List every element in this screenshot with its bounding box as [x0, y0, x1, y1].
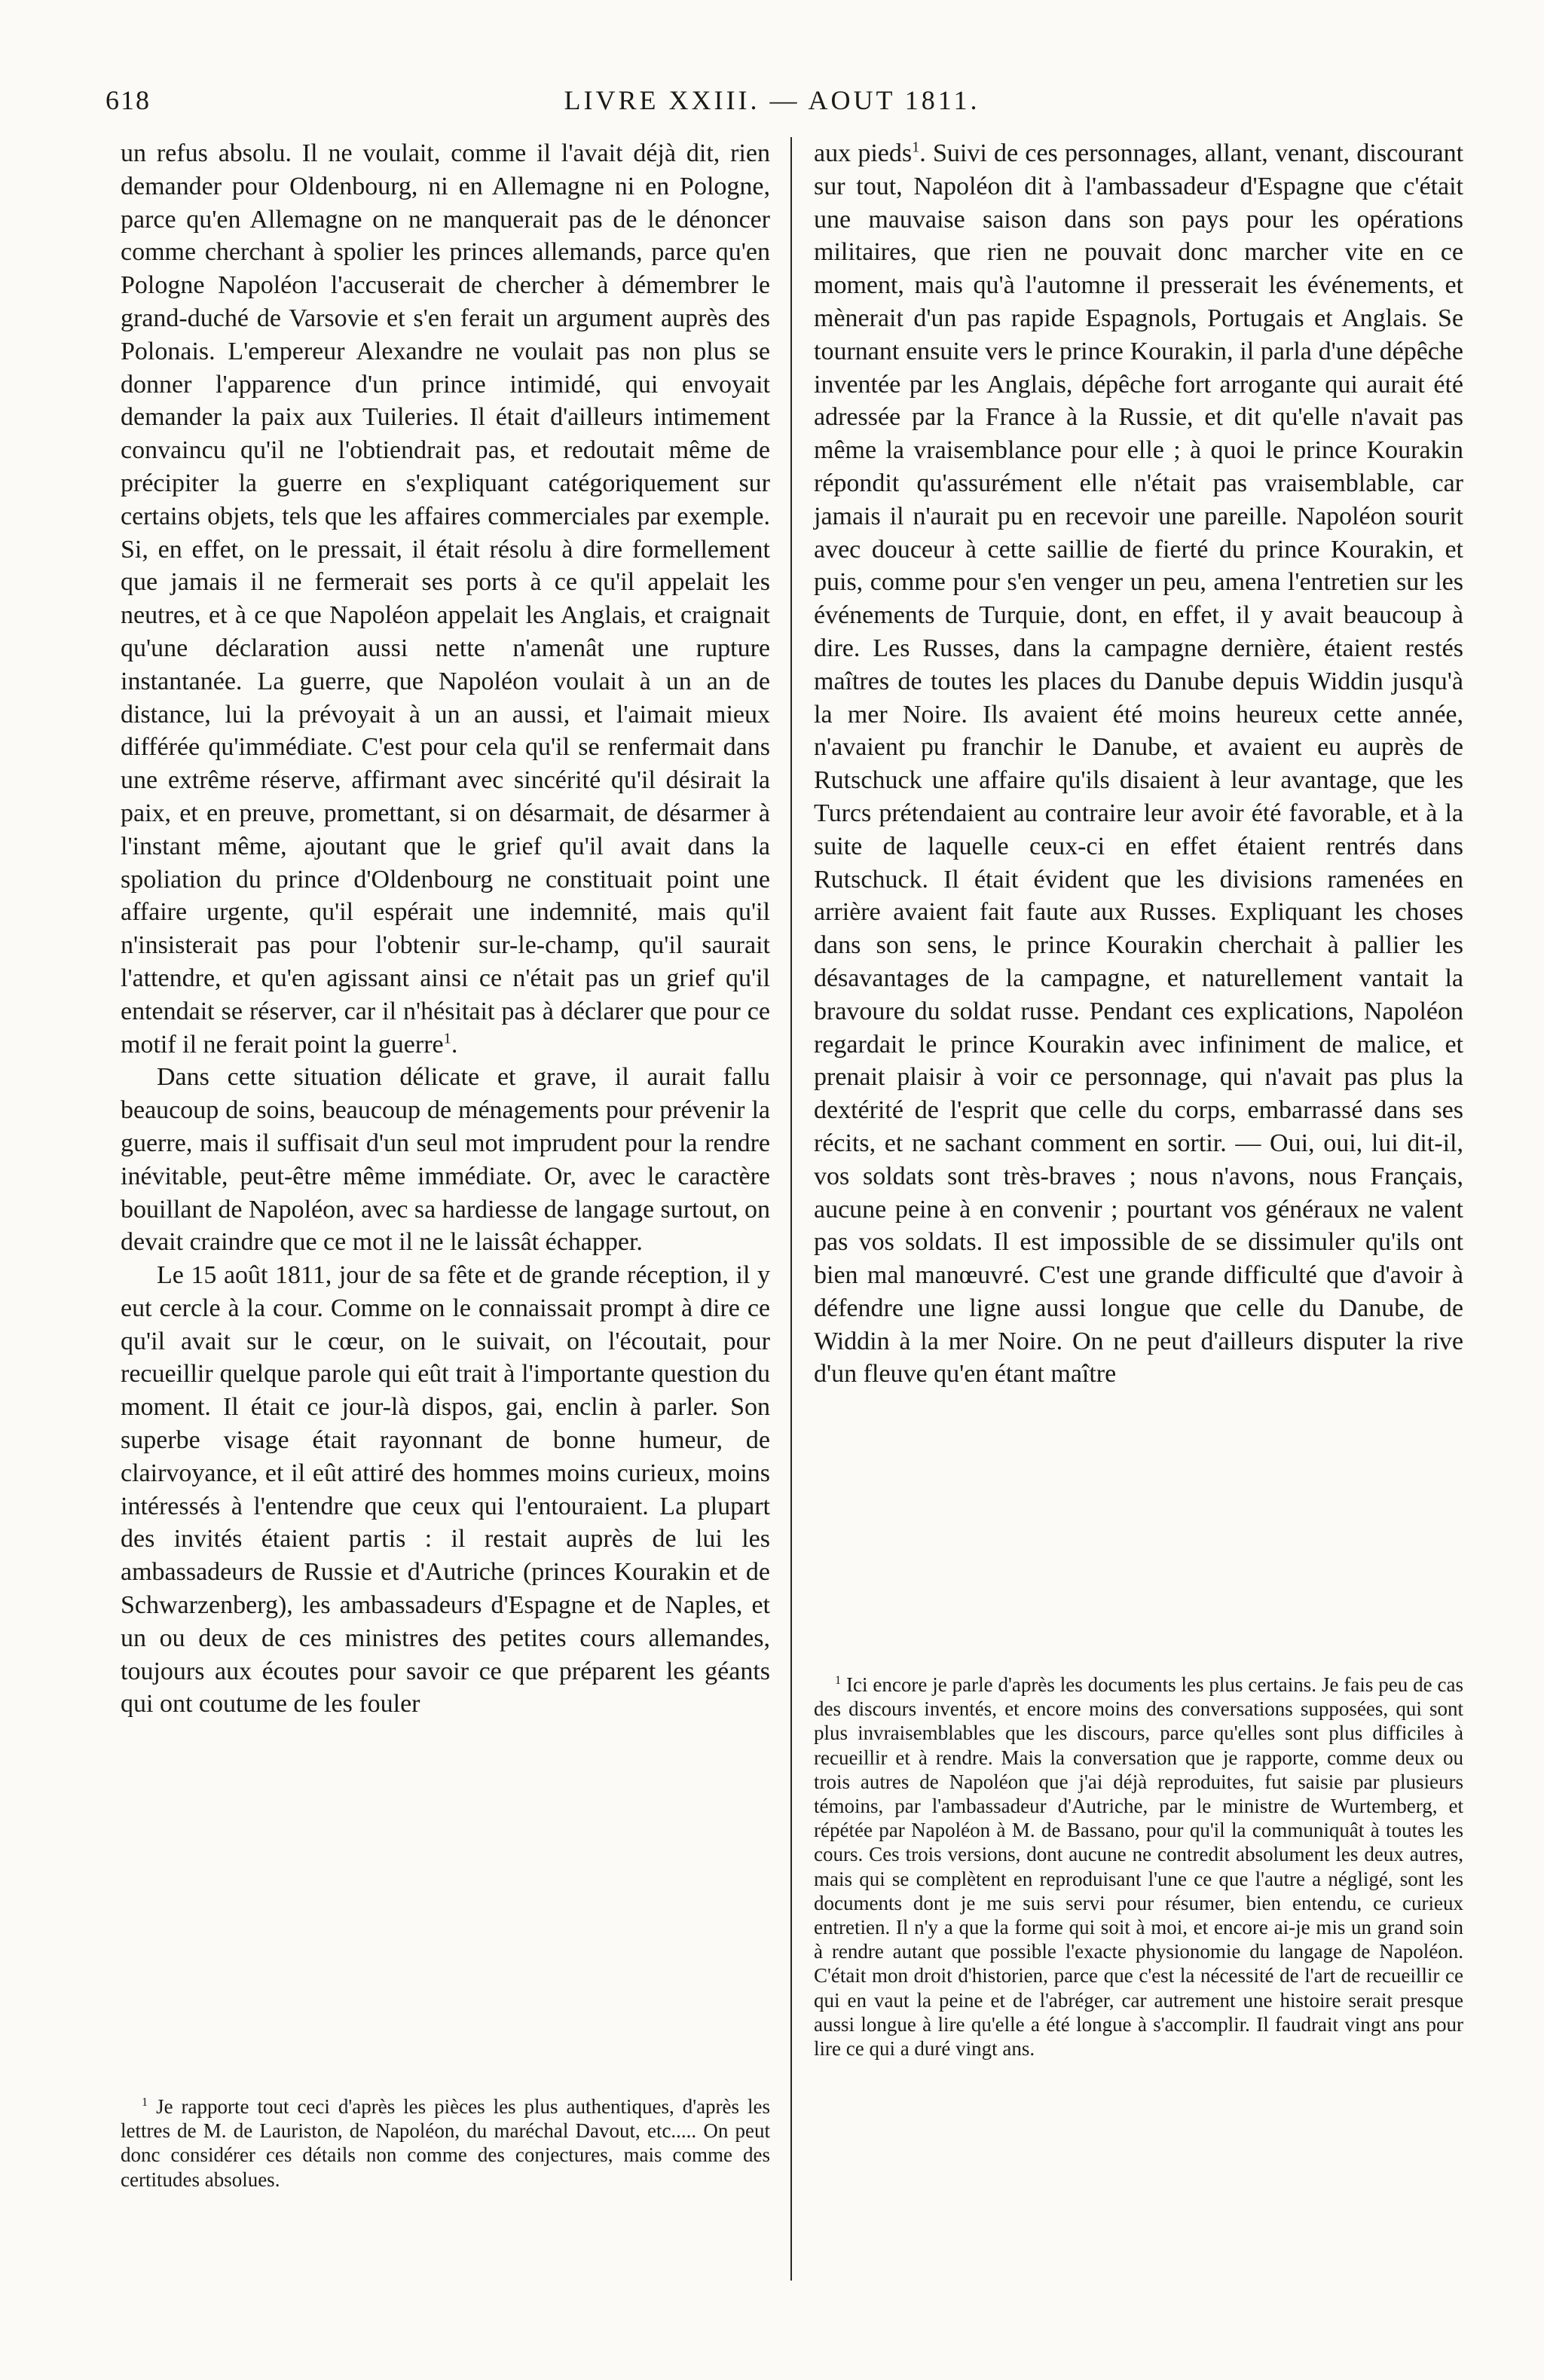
paragraph: Le 15 août 1811, jour de sa fête et de grande réception, il y eut cercle à la cour. Comme on le connaissait prompt à dire ce qu'il avait sur le cœur, on le suivait, on l'écoutait, pour recueillir quelque parole qui eût trait à l'importante question du moment. Il était ce jour-là dispos, gai, enclin à parler. Son superbe visage était rayonnant de bonne humeur, de clairvoyance, et il eût attiré des hommes moins curieux, moins intéressés à l'entendre que ceux qui l'entouraient. La plupart des invités étaient partis : il restait auprès de lui les ambassadeurs de Russie et d'Autriche (princes Kourakin et de Schwarzenberg), les ambassadeurs d'Espagne et de Naples, et un ou deux de ces ministres des petites cours allemandes, toujours aux écoutes pour savoir ce que préparent les géants qui ont coutume de les fouler: [121, 1261, 770, 1719]
footnote-number: 1: [835, 1673, 842, 1687]
paragraph-text: un refus absolu. Il ne voulait, comme il l'avait déjà dit, rien demander pour Oldenbourg, ni en Allemagne ni en Pologne, parce qu'en Allemagne on ne manquerait pas de le dénoncer comme cherchant à spolier les princes allemands, parce qu'en Pologne Napoléon l'accuserait de chercher à démembrer le grand-duché de Varsovie et s'en ferait un argument auprès des Polonais. L'empereur Alexandre ne voulait pas non plus se donner l'apparence d'un prince intimidé, qui envoyait demander la paix aux Tuileries. Il était d'ailleurs intimement convaincu qu'il ne l'obtiendrait pas, et redoutait même de précipiter la guerre en s'expliquant catégoriquement sur certains objets, tels que les affaires commerciales par exemple. Si, en effet, on le pressait, il était résolu à dire formellement que jamais il ne fermerait ses ports à ce qu'il appelait les neutres, et à ce que Napoléon appelait les Anglais, et craignait qu'une déclaration aussi nette n'amenât une rupture instantanée. La guerre, que Napoléon voulait à un an de distance, lui la prévoyait à un an aussi, et l'aimait mieux différée qu'immédiate. C'est pour cela qu'il se renfermait dans une extrême réserve, affirmant avec sincérité qu'il désirait la paix, et en preuve, promettant, si on désarmait, de désarmer à l'instant même, ajoutant que le grief qu'il avait dans la spoliation du prince d'Oldenbourg ne constituait point une affaire urgente, qu'il espérait une indemnité, mais qu'il n'insisterait pas pour l'obtenir sur-le-champ, qu'il saurait l'attendre, et qu'en agissant ainsi ce n'était pas un grief qu'il entendait se réserver, car il n'hésitait pas à déclarer que pour ce motif il ne ferait point la guerre: [121, 139, 770, 1059]
page-number: 618: [105, 85, 151, 115]
footnote-reference: 1: [443, 1030, 451, 1047]
footnote-reference: 1: [912, 139, 920, 156]
footnote: [814, 1673, 1463, 2061]
footnote: [121, 2094, 770, 2192]
footnote-text: Ici encore je parle d'après les documents les plus certains. Je fais peu de cas des discours inventés, et encore moins des conversations supposées, qui sont plus invraisemblables que les discours, parce qu'elles sont plus difficiles à recueillir et à rendre. Mais la conversation que je rapporte, comme deux ou trois autres de Napoléon que j'ai déjà reproduites, fut saisie par plusieurs témoins, par l'ambassadeur d'Autriche, par le ministre de Wurtemberg, et répétée par Napoléon à M. de Bassano, pour qu'il la communiquât à toutes les cours. Ces trois versions, dont aucune ne contredit absolument les deux autres, mais qui se complètent en reproduisant l'une ce que l'autre a négligé, sont les documents dont je me suis servi pour résumer, bien entendu, ce curieux entretien. Il n'y a que la forme qui soit à moi, et encore ai-je mis un grand soin à rendre autant que possible l'exacte physionomie du langage de Napoléon. C'était mon droit d'historien, parce que c'est la nécessité de l'art de recueillir ce qui en vaut la peine et de l'abréger, car autrement une histoire serait presque aussi longue à lire qu'elle a été longue à s'accomplir. Il faudrait vingt ans pour lire ce qui a duré vingt ans.: [814, 1673, 1464, 2061]
footnote-number: 1: [142, 2095, 148, 2109]
footnote-text: Je rapporte tout ceci d'après les pièces les plus authentiques, d'après les lettres de M. de Lauriston, de Napoléon, du maréchal Davout, etc..... On peut donc considérer ces détails non comme des conjectures, mais comme des certitudes absolues.: [121, 2095, 770, 2191]
left-column: [121, 137, 770, 1721]
column-rule: [790, 137, 792, 2281]
paragraph-end: .: [451, 1030, 458, 1059]
paragraph-start: aux pieds: [814, 139, 913, 167]
running-head: [105, 84, 1439, 130]
paragraph-text: . Suivi de ces personnages, allant, venant, discourant sur tout, Napoléon dit à l'ambassadeur d'Espagne que c'était une mauvaise saison dans son pays pour les opérations militaires, que rien ne pouvait donc marcher vite en ce moment, mais qu'à l'automne il presserait les événements, et mènerait d'un pas rapide Espagnols, Portugais et Anglais. Se tournant ensuite vers le prince Kourakin, il parla d'une dépêche inventée par les Anglais, dépêche fort arrogante qui aurait été adressée par la France à la Russie, et dit qu'elle n'avait pas même la vraisemblance pour elle ; à quoi le prince Kourakin répondit qu'assurément elle n'était pas vraisemblable, car jamais il n'aurait pu en recevoir une pareille. Napoléon sourit avec douceur à cette saillie de fierté du prince Kourakin, et puis, comme pour s'en venger un peu, amena l'entretien sur les événements de Turquie, dont, en effet, il y avait beaucoup à dire. Les Russes, dans la campagne dernière, étaient restés maîtres de toutes les places du Danube depuis Widdin jusqu'à la mer Noire. Ils avaient été moins heureux cette année, n'avaient pu franchir le Danube, et avaient eu auprès de Rutschuck une affaire qu'ils disaient à leur avantage, que les Turcs prétendaient au contraire leur avoir été favorable, et à la suite de laquelle ceux-ci en effet étaient rentrés dans Rutschuck. Il était évident que les divisions ramenées en arrière avaient fait faute aux Russes. Expliquant les choses dans son sens, le prince Kourakin cherchait à pallier les désavantages de la campagne, et naturellement vantait la bravoure du soldat russe. Pendant ces explications, Napoléon regardait le prince Kourakin avec infiniment de malice, et prenait plaisir à voir ce personnage, qui n'avait pas plus la dextérité de l'esprit que celle du corps, embarrassé dans ses récits, et ne sachant comment en sortir. — Oui, oui, lui dit-il, vos soldats sont très-braves ; nous n'avons, nous Français, aucune peine à en convenir ; pourtant vos généraux ne valent pas vos soldats. Il est impossible de se dissimuler qu'ils ont bien mal manœuvré. C'est une grande difficulté que d'avoir à défendre une ligne aussi longue que celle du Danube, de Widdin à la mer Noire. On ne peut d'ailleurs disputer la rive d'un fleuve qu'en étant maître: [814, 139, 1464, 1389]
footnotes-right: [814, 1673, 1463, 2061]
right-column: [814, 137, 1463, 1391]
paragraph: [121, 137, 770, 1061]
paragraph: [814, 137, 1463, 1391]
paragraph: Dans cette situation délicate et grave, il aurait fallu beaucoup de soins, beaucoup de ménagements pour prévenir la guerre, mais il suffisait d'un seul mot imprudent pour la rendre inévitable, peut-être même immédiate. Or, avec le caractère bouillant de Napoléon, avec sa hardiesse de langage surtout, on devait craindre que ce mot il ne le laissât échapper.: [121, 1063, 771, 1257]
running-title: LIVRE XXIII. — AOUT 1811.: [564, 85, 980, 115]
footnotes-left: [121, 2094, 770, 2192]
